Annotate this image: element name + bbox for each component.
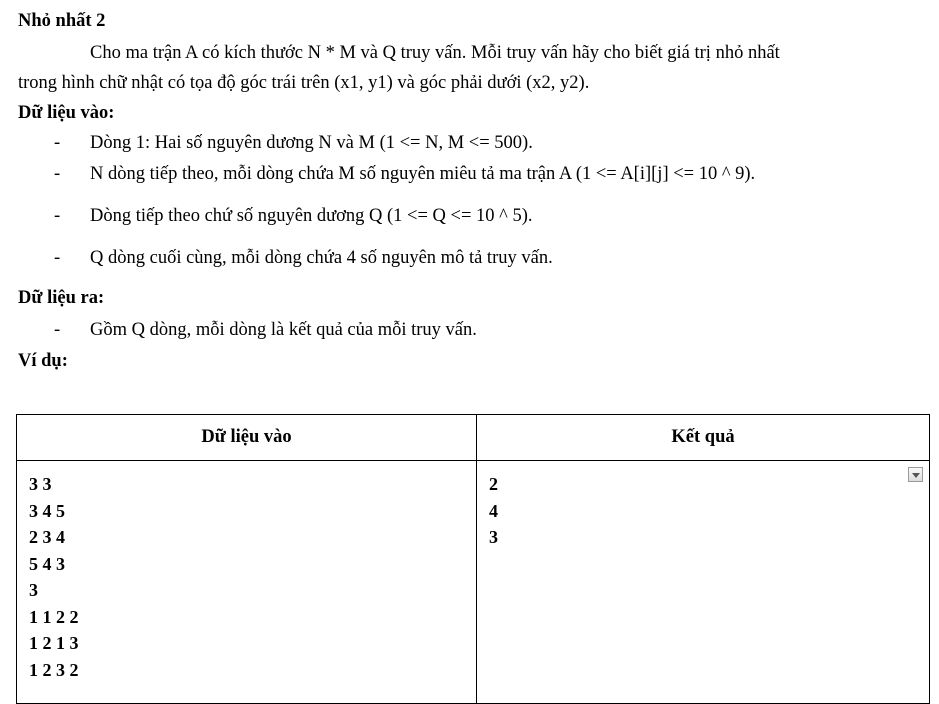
bullet-dash: - (54, 164, 61, 184)
input-bullet-2 (0, 162, 939, 186)
bullet-dash: - (54, 206, 61, 226)
input-line: 1 2 3 2 (29, 659, 79, 680)
input-line: 3 4 5 (29, 500, 65, 521)
output-line: 2 (489, 474, 498, 494)
input-bullet-1 (0, 131, 939, 155)
input-bullet-4 (0, 246, 939, 270)
dropdown-button[interactable] (908, 467, 923, 482)
chevron-down-icon (912, 473, 920, 478)
bullet-dash: - (54, 133, 61, 153)
example-table-row (17, 461, 930, 704)
bullet-dash: - (54, 248, 61, 268)
input-line: 2 3 4 (29, 527, 65, 547)
input-item-4: Q dòng cuối cùng, mỗi dòng chứa 4 số nguyên mô tả truy vấn. (90, 248, 553, 268)
header-input: Dữ liệu vào (17, 415, 477, 461)
output-item-1: Gồm Q dòng, mỗi dòng là kết quả của mỗi truy vấn. (90, 320, 477, 340)
example-table-header-row (17, 415, 930, 461)
problem-title: Nhỏ nhất 2 (18, 11, 106, 31)
input-bullet-3 (0, 204, 939, 228)
statement-line-1: Cho ma trận A có kích thước N * M và Q truy vấn. Mỗi truy vấn hãy cho biết giá trị nhỏ nhất (90, 43, 780, 63)
input-line: 3 3 (29, 474, 52, 494)
input-item-3: Dòng tiếp theo chứ số nguyên dương Q (1 <= Q <= 10 ^ 5). (90, 206, 533, 226)
example-output-cell (477, 461, 930, 704)
input-line: 1 2 1 3 (29, 633, 79, 653)
example-table (16, 414, 930, 704)
input-item-2: N dòng tiếp theo, mỗi dòng chứa M số nguyên miêu tả ma trận A (1 <= A[i][j] <= 10 ^ 9). (90, 164, 756, 184)
input-item-1: Dòng 1: Hai số nguyên dương N và M (1 <= N, M <= 500). (90, 133, 533, 153)
output-line: 3 (489, 527, 498, 547)
output-line: 4 (489, 500, 498, 521)
input-line: 1 1 2 2 (29, 606, 79, 627)
statement-line-2: trong hình chữ nhật có tọa độ góc trái trên (x1, y1) và góc phải dưới (x2, y2). (18, 73, 590, 93)
input-line: 5 4 3 (29, 553, 65, 574)
bullet-dash: - (54, 320, 61, 340)
output-heading: Dữ liệu ra: (18, 288, 105, 308)
output-bullet-1 (0, 318, 939, 342)
example-heading: Ví dụ: (18, 351, 68, 371)
input-heading: Dữ liệu vào: (18, 103, 115, 123)
header-output: Kết quả (477, 415, 930, 461)
input-line: 3 (29, 580, 38, 600)
example-input-cell (17, 461, 477, 704)
